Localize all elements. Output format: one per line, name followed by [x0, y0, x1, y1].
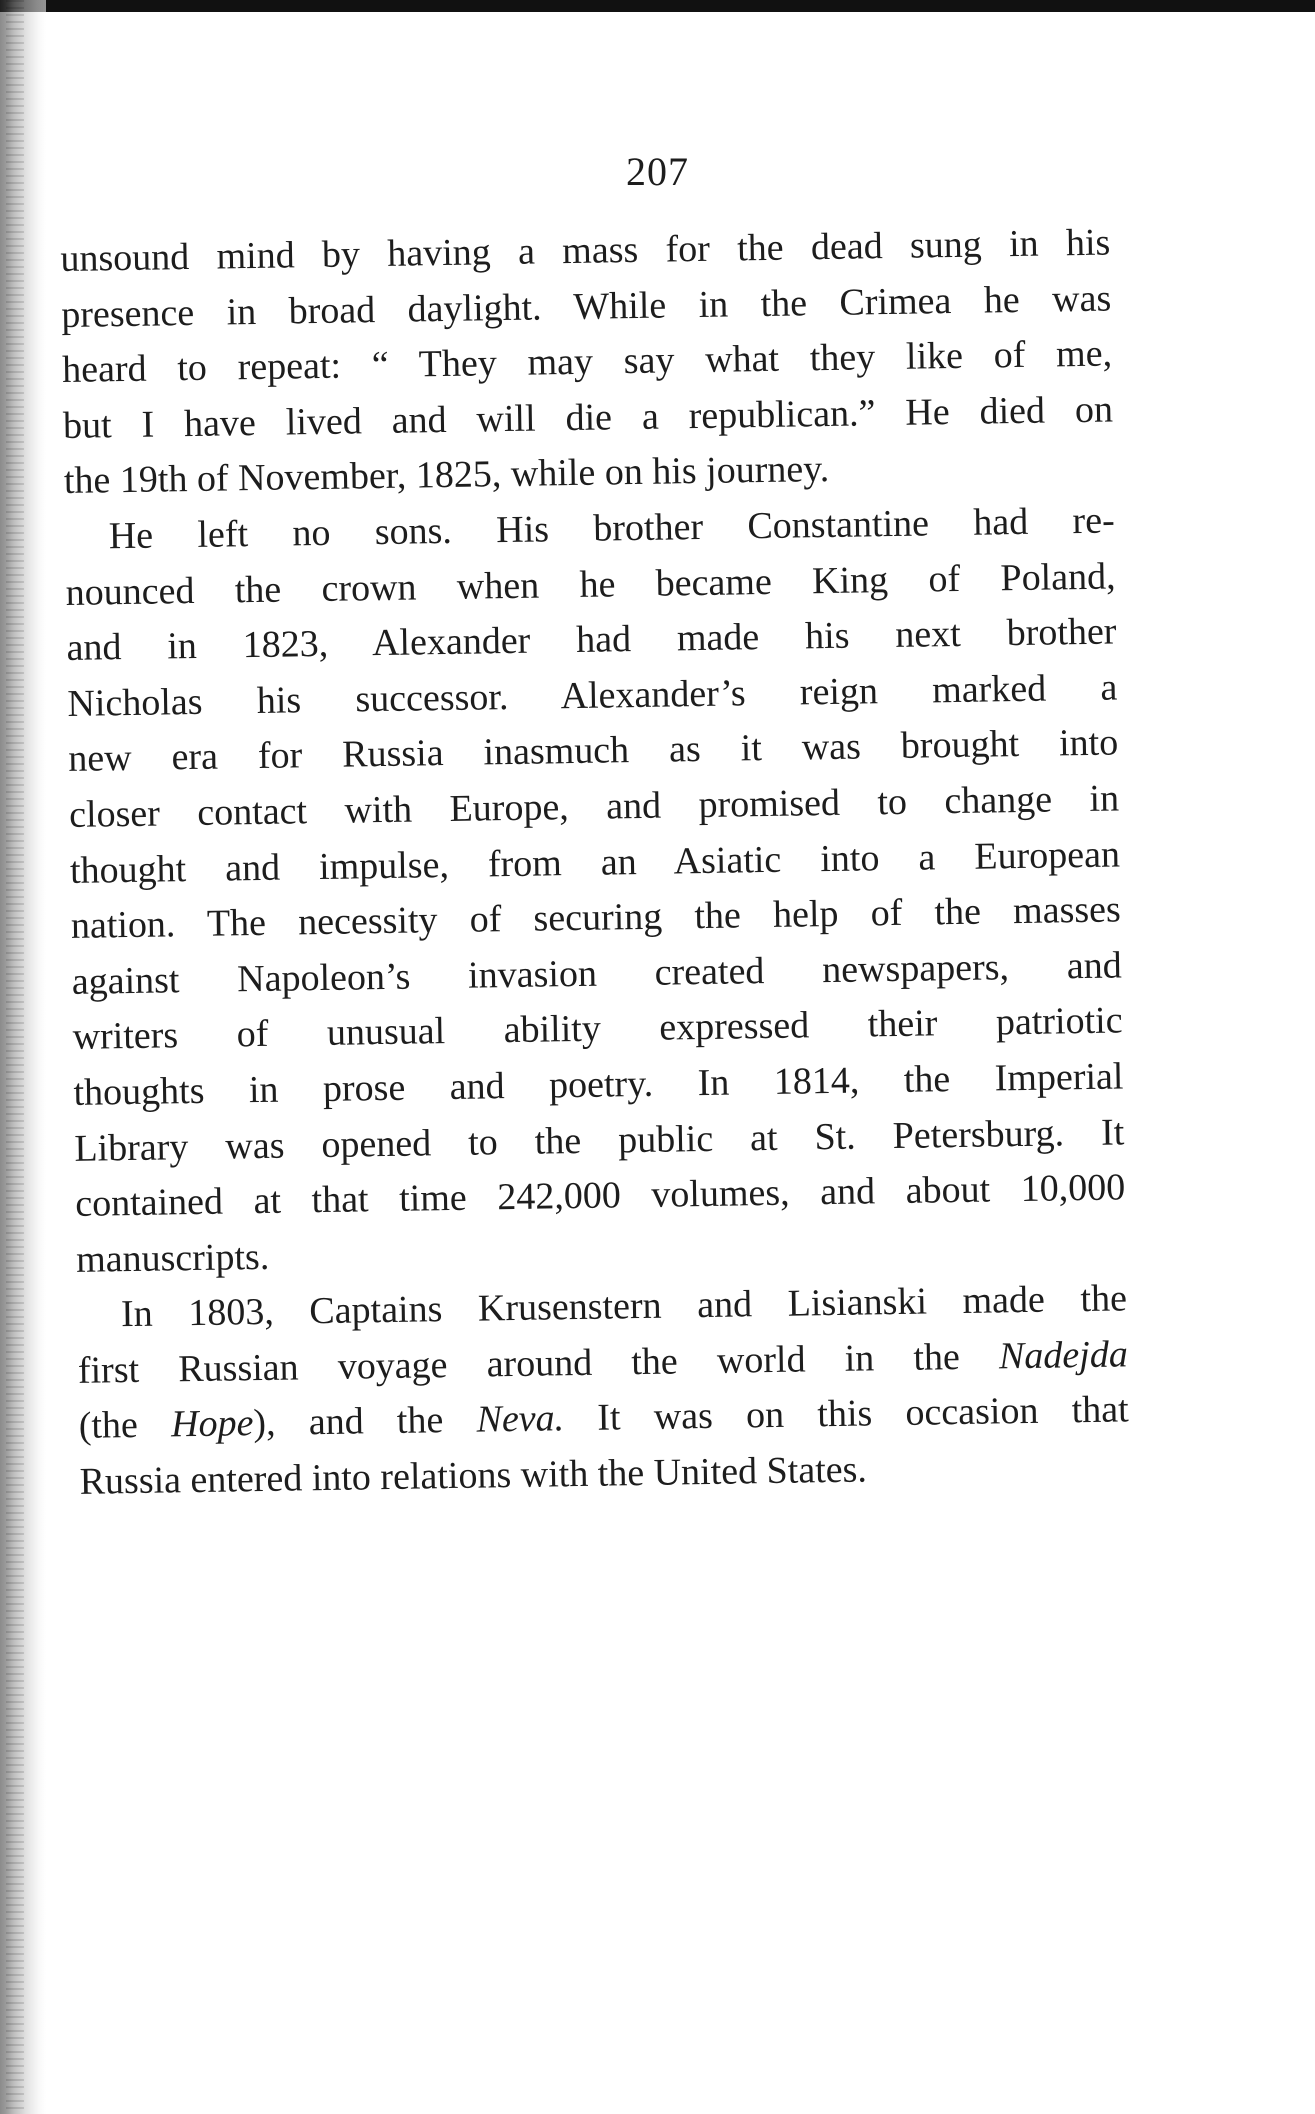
text-line: unsound mind by having a mass for the dead sung in his: [60, 221, 1111, 280]
text-line: In 1803, Captains Krusenstern and Lisianski made the: [120, 1277, 1128, 1336]
text-run: ), and the: [253, 1399, 477, 1445]
text-line: heard to repeat: “ They may say what they like of me,: [61, 332, 1113, 392]
text-line: but I have lived and will die a republican.” He died on: [62, 388, 1114, 447]
text-line: against Napoleon’s invasion created newspapers, and: [71, 944, 1122, 1003]
text-run: It was on this occasion that: [563, 1388, 1129, 1440]
ship-name-neva: Neva.: [476, 1397, 565, 1442]
text-line: writers of unusual ability expressed their patriotic: [72, 999, 1123, 1059]
text-line: new era for Russia inasmuch as it was brought into: [67, 721, 1119, 781]
paragraph-2: [64, 493, 1126, 1288]
ship-name-nadejda: Nadejda: [998, 1333, 1129, 1378]
text-line: contained at that time 242,000 volumes, and about 10,000: [74, 1166, 1126, 1225]
ship-name-hope: Hope: [170, 1402, 254, 1446]
page-number: 207: [626, 149, 689, 194]
page-top-border: [0, 0, 1315, 12]
text-line: Nicholas his successor. Alexander’s reign marked a: [67, 666, 1118, 725]
text-line: thought and impulse, from an Asiatic into a European: [69, 832, 1121, 892]
page-edge-speckle: [6, 0, 24, 2114]
text-run: first Russian voyage around the world in the: [77, 1335, 1000, 1392]
paragraph-1: [60, 216, 1114, 510]
text-line: the 19th of November, 1825, while on his journey.: [63, 448, 830, 503]
text-line: manuscripts.: [75, 1235, 270, 1281]
text-line: thoughts in prose and poetry. In 1814, the Imperial: [73, 1055, 1124, 1114]
text-line: presence in broad daylight. While in the Crimea he was: [60, 277, 1112, 336]
text-line: He left no sons. His brother Constantine had re-: [108, 499, 1115, 558]
text-run: (the: [78, 1403, 172, 1448]
text-line: closer contact with Europe, and promised to change in: [68, 777, 1120, 836]
paragraph-3: [77, 1272, 1130, 1511]
text-line: Library was opened to the public at St. Petersburg. It: [74, 1110, 1125, 1170]
text-line: and in 1823, Alexander had made his next brother: [66, 610, 1117, 670]
body-text: [60, 216, 1130, 1511]
text-line: nation. The necessity of securing the help of the masses: [70, 888, 1122, 948]
text-line: Russia entered into relations with the United States.: [79, 1448, 868, 1503]
text-line: nounced the crown when he became King of Poland,: [65, 555, 1116, 614]
